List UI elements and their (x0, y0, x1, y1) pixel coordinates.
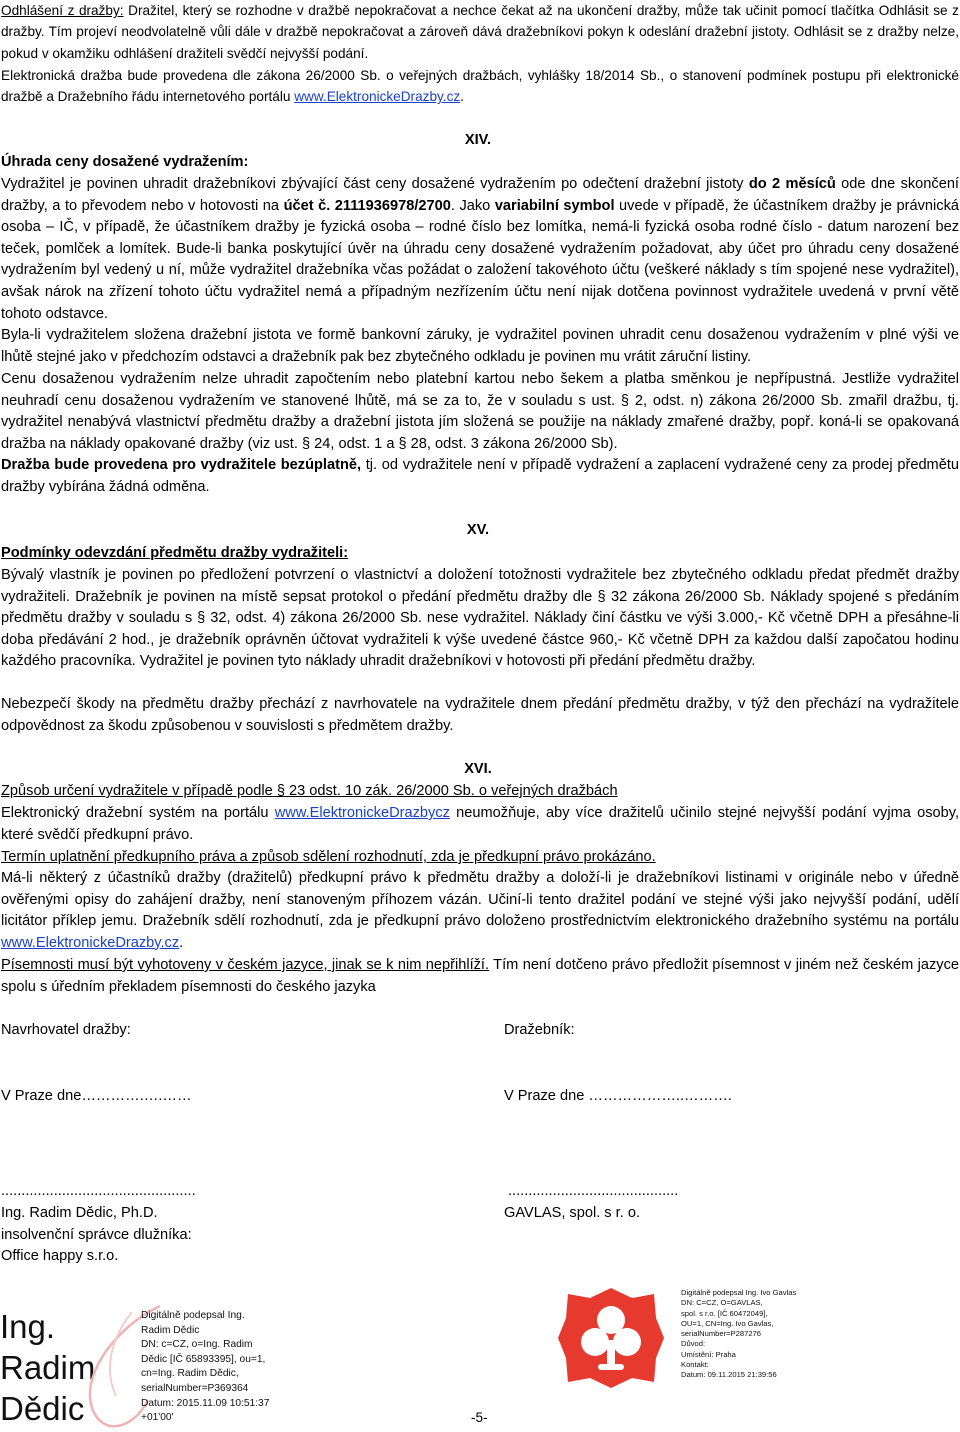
preemption-title: Termín uplatnění předkupního práva a způsob sdělení rozhodnutí, zda je předkupní právo prokázáno. (1, 849, 656, 865)
sig-line: Důvod: (681, 1339, 706, 1349)
section-xvi-number-text: XVI. (464, 761, 492, 777)
deadline-bold: do 2 měsíců (748, 176, 836, 192)
auctioneer-role: Dražebník: (504, 1022, 575, 1038)
section-xv-number-text: XV. (466, 522, 490, 538)
p-text: Elektronický dražební systém na portálu (1, 805, 275, 821)
section-xvi-paragraph-3 (1, 868, 959, 954)
section-xv-number (0, 522, 960, 538)
auctioneer-signature-line: .......................................... (508, 1183, 679, 1199)
paragraph-legal-basis (1, 65, 959, 108)
sig-line: DN: c=CZ, o=Ing. Radim (141, 1339, 253, 1351)
section-xiv-title: Úhrada ceny dosažené vydražením: (1, 154, 249, 170)
portal-link[interactable]: www.ElektronickeDrazby.cz (1, 934, 180, 951)
section-xiv-paragraph-1 (1, 174, 959, 325)
p-text: tj. od vydražitele není v případě vydražení a zaplacení vydražené ceny za prodej předmětu dražby vybírána žádná odměna. (1, 457, 960, 495)
sig-line: Dědic [IČ 65893395], ou=1, (141, 1353, 266, 1365)
auctioneer-place-date: V Praze dne ………………..………. (504, 1088, 732, 1104)
sig-line: serialNumber=P287276 (681, 1329, 761, 1339)
portal-link[interactable]: www.ElektronickeDrazby.cz (294, 89, 461, 105)
p-text: . Jako (450, 197, 495, 214)
proposer-place-date: V Praze dne………….….…… (1, 1088, 192, 1104)
odhlaseni-label: Odhlášení z dražby: (1, 3, 124, 18)
sig-name-line-1: Ing. (0, 1308, 56, 1345)
sig-line: Radim Dědic (141, 1324, 200, 1336)
section-xiv-number-text: XIV. (464, 132, 492, 148)
sig-line: serialNumber=P369364 (141, 1382, 249, 1394)
sig-line: Umístění: Praha (681, 1349, 736, 1359)
sig-line: +01'00' (141, 1412, 174, 1424)
sig-line: Digitálně podepsal Ing. (141, 1310, 245, 1321)
p-text: ode dne skončení dražby, a to převodem nebo v hotovosti na (1, 176, 959, 214)
sig-line: spol. s r.o. [IČ 60472049], (681, 1308, 768, 1318)
page-number: -5- (471, 1410, 488, 1425)
right-signature-details (681, 1288, 796, 1381)
p-text: . (179, 934, 184, 951)
p-text: Tím není dotčeno právo předložit písemnost v jiném než českém jazyce spolu s úředním překladem písemnosti do českého jazyka (1, 957, 959, 995)
sig-name-line-3: Dědic (0, 1390, 85, 1427)
section-xiv-number (0, 132, 960, 148)
section-xvi-title: Způsob určení vydražitele v případě podle § 23 odst. 10 zák. 26/2000 Sb. o veřejných dražbách (1, 783, 618, 799)
section-xv-paragraph-2: Nebezpečí škody na předmětu dražby přechází z navrhovatele na vydražitele dnem předání předmětu dražby, v týž den přechází na vydražitele odpovědnost za škodu způsobenou v souvislosti s předmětem dražby. (1, 696, 959, 734)
section-xvi-paragraph-1 (1, 803, 959, 846)
paragraph-odhlaseni (1, 0, 959, 64)
sig-line: OU=1, CN=Ing. Ivo Gavlas, (681, 1318, 774, 1328)
account-number: účet č. 2111936978/2700 (283, 197, 451, 214)
proposer-role: Navrhovatel dražby: (1, 1022, 131, 1038)
legal-basis-text-2: , o stanovení podmínek postupu při elektronické dražbě a Dražebního řádu internetového portálu (1, 68, 959, 105)
certificate-emblem-icon (556, 1282, 666, 1394)
p-text: uvede v případě, že účastníkem dražby je právnická osoba – IČ, v případě, že účastníkem dražby je fyzická osoba – rodné číslo bez lomítka, nemá-li fyzická osoba rodné číslo - datum narození bez teček, pomlček a lomítek. Bude-li banka poskytující úvěr na úhradu ceny dosažené vydražením požadovat, aby účet pro úhradu ceny dosažené vydražením byl vedený u ní, může vydražitel dražebníka včas požádat o založení takovéhoto účtu (veškeré náklady s tím spojené nese vydražitel), avšak nárok na zřízení tohoto účtu vydražitel nemá a případným nezřízením účtu není nijak dotčena povinnost vydražitele uvedená v první větě tohoto odstavce. (1, 197, 959, 322)
language-rule: Písemnosti musí být vyhotoveny v českém jazyce, jinak se k nim nepřihlíží. (1, 957, 490, 973)
proposer-signature-line: ................................................ (1, 1183, 196, 1199)
sig-line: Kontakt: (681, 1360, 709, 1370)
proposer-company: Office happy s.r.o. (1, 1248, 119, 1264)
p-text: Vydražitel je povinen uhradit dražebníkovi zbývající část ceny dosažené vydražením po odečtení dražební jistoty (1, 176, 749, 192)
section-xiv-paragraph-4 (1, 455, 959, 498)
proposer-role-line: insolvenční správce dlužníka: (1, 1227, 192, 1243)
section-xvi-number (0, 761, 960, 777)
section-xiv-paragraph-2: Byla-li vydražitelem složena dražební jistota ve formě bankovní záruky, je vydražitel povinen uhradit cenu dosaženou vydražením v plné výši ve lhůtě stejné jako v předchozím odstavci a dražebník pak bez zbytečného odkladu je povinen mu vrátit záruční listiny. (1, 327, 959, 365)
sig-line: Datum: 2015.11.09 10:51:37 (141, 1397, 270, 1409)
sig-line: Datum: 09.11.2015 21:39:56 (681, 1370, 777, 1380)
proposer-name: Ing. Radim Dědic, Ph.D. (1, 1205, 158, 1221)
odhlaseni-text: Dražitel, který se rozhodne v dražbě nepokračovat a nechce čekat až na ukončení dražby, může tak učinit pomocí tlačítka Odhlásit se z dražby. Tím projeví neodvolatelně vůli dále v dražbě nepokračovat a zároveň dává dražebníkovi pokyn k odeslání dražební jistoty. Odhlásit se z dražby nelze, pokud v okamžiku odhlášení dražiteli svědčí nejvyšší podání. (1, 3, 959, 61)
auctioneer-name: GAVLAS, spol. s r. o. (504, 1205, 640, 1221)
p-text: neumožňuje, aby více dražitelů učinilo stejné nejvyšší podání vyjma osoby, které svědčí předkupní právo. (1, 805, 960, 843)
variable-symbol-bold: variabilní symbol (494, 197, 615, 214)
section-xv-title: Podmínky odevzdání předmětu dražby vydražiteli: (1, 545, 349, 561)
sig-line: cn=Ing. Radim Dědic, (141, 1368, 239, 1380)
legal-basis-text: Elektronická dražba bude provedena dle zákona 26/2000 Sb. o veřejných dražbách, vyhlášky 18/2014 Sb. (1, 68, 661, 83)
sig-line: DN: C=CZ, O=GAVLAS, (681, 1298, 763, 1308)
left-signature-details (141, 1309, 269, 1426)
section-xv-paragraph-1: Bývalý vlastník je povinen po předložení potvrzení o vlastnictví a doložení totožnosti vydražitele bez zbytečného odkladu předat předmět dražby vydražiteli. Dražebník je povinen na místě sepsat protokol o předání předmětu dražby dle § 32 zákona 26/2000 Sb. Náklady spojené s předáním předmětu dražby v souladu s § 32, odst. 4) zákona 26/2000 Sb. nese vydražitel. Náklady činí částku ve výši 3.000,- Kč včetně DPH a přesáhne-li doba předávání 2 hod., je dražebník oprávněn účtovat vydražiteli k výše uvedené částce 960,- Kč včetně DPH za každou další započatou hodinu každého pracovníka. Vydražitel je povinen tyto náklady uhradit dražebníkovi v hotovosti při předání předmětu dražby. (1, 567, 959, 670)
free-of-charge-bold: Dražba bude provedena pro vydražitele bezúplatně, (1, 457, 362, 473)
portal-link[interactable]: www.ElektronickeDrazbycz (274, 805, 450, 821)
sig-line: Digitálně podepsal Ing. Ivo Gavlas (681, 1288, 797, 1297)
section-xiv-paragraph-3: Cenu dosaženou vydražením nelze uhradit započtením nebo platební kartou nebo šekem a platba směnkou je nepřípustná. Jestliže vydražitel neuhradí cenu dosaženou vydražením ve stanovené lhůtě, má se za to, že v souladu s ust. § 2, odst. n) zákona 26/2000 Sb. zmařil dražbu, tj. vydražitel nenabývá vlastnictví předmětu dražby a dražební jistota jím složená se použije na náklady zmařené dražby, popř. koná-li se opakovaná dražba na náklady opakované dražby (viz ust. § 24, odst. 1 a § 28, odst. 3 zákona 26/2000 Sb). (1, 371, 959, 452)
legal-basis-end: . (460, 89, 464, 105)
p-text: Má-li některý z účastníků dražby (dražitelů) předkupní právo k předmětu dražby a doloží-li je dražebníkovi listinami v originále nebo v úředně ověřenými opisy do zahájení dražby, není stanoveným příhozem vázán. Učiní-li tento dražitel podání ve stejné výši jako nejvyšší podání, udělí licitátor příklep jemu. Dražebník sdělí rozhodnutí, zda je předkupní právo doloženo prostřednictvím elektronického dražebního systému na portálu (1, 870, 959, 930)
section-xvi-paragraph-4 (1, 955, 959, 998)
sig-name-line-2: Radim (0, 1349, 96, 1386)
